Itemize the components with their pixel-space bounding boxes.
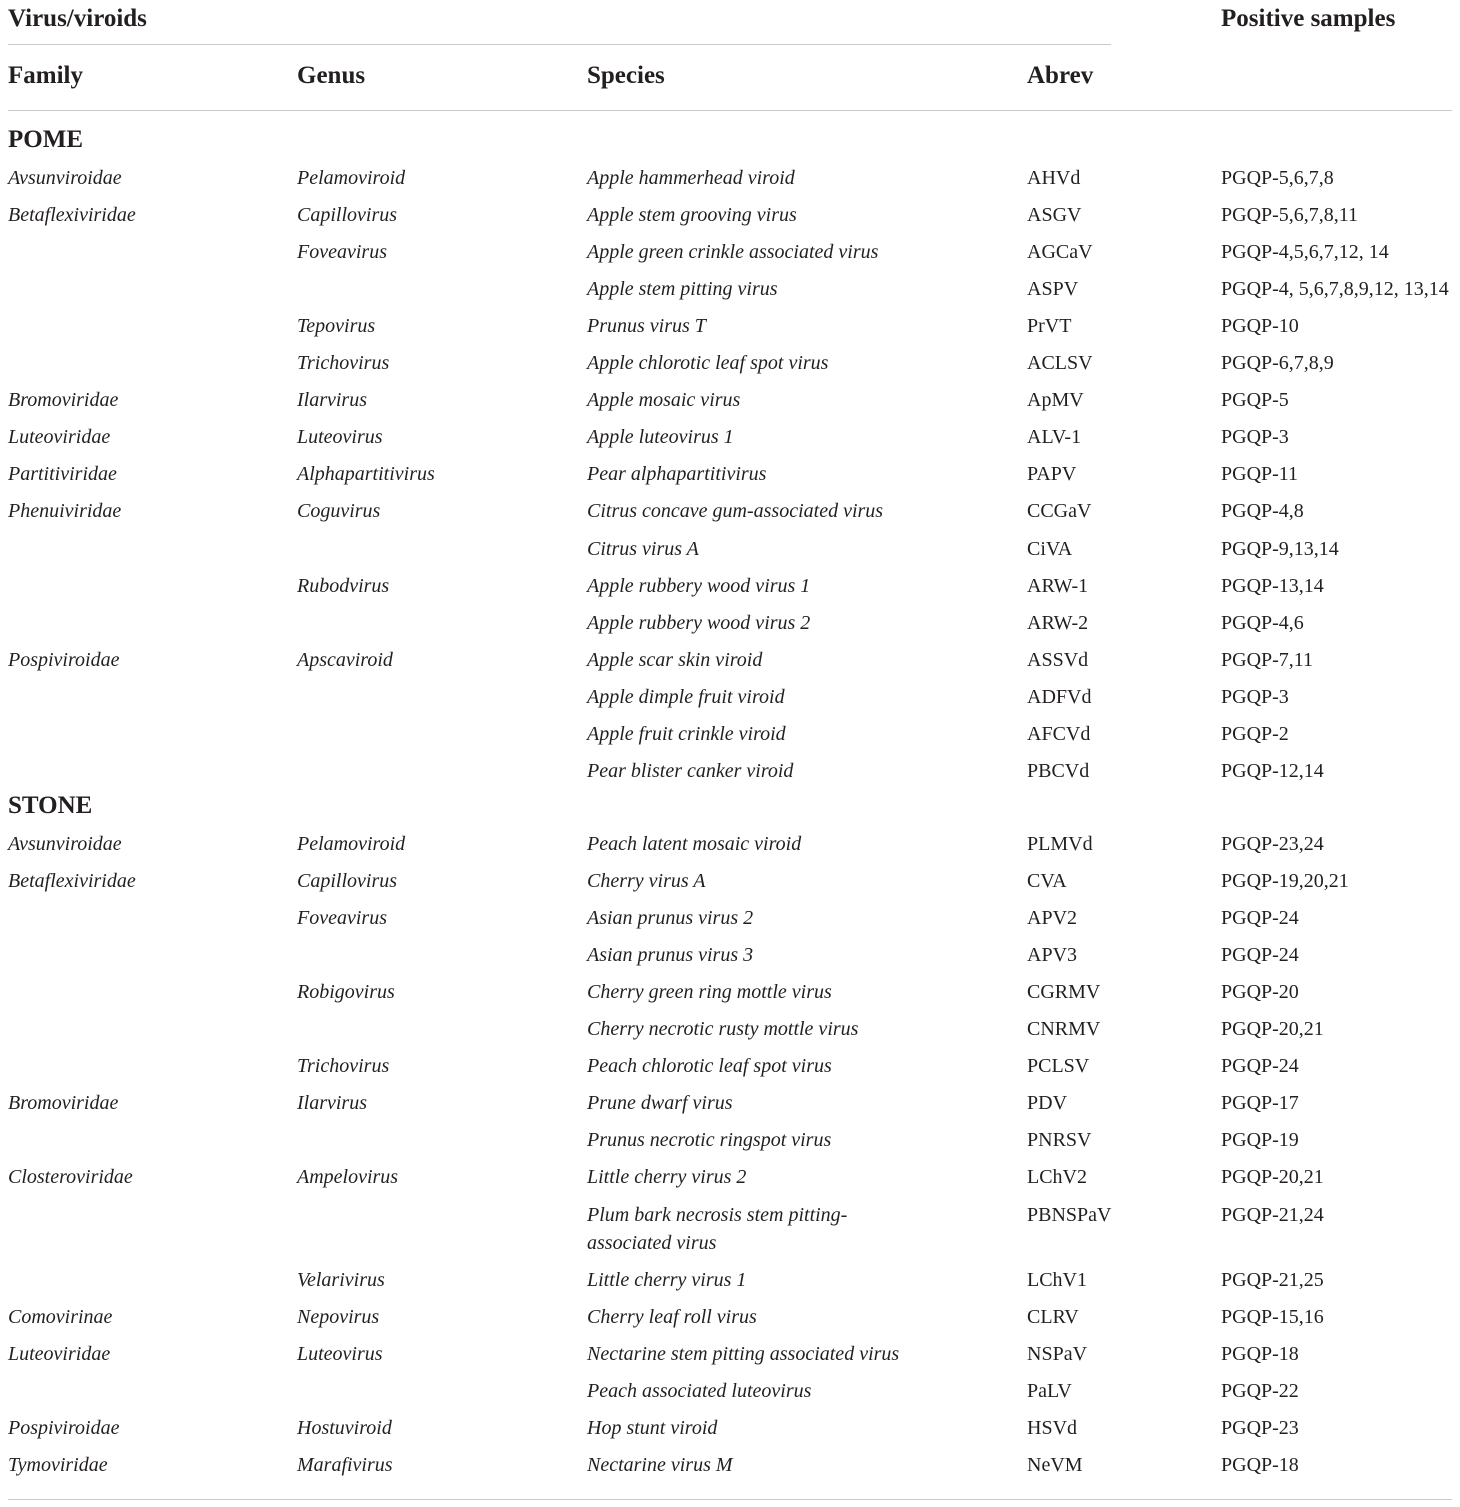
cell-species: Little cherry virus 2 xyxy=(587,1166,747,1189)
cell-genus: Luteovirus xyxy=(297,1342,383,1365)
cell-abrev: PrVT xyxy=(1027,315,1072,338)
cell-samples: PGQP-2 xyxy=(1221,722,1289,745)
cell-abrev: CNRMV xyxy=(1027,1018,1101,1041)
cell-samples: PGQP-4,8 xyxy=(1221,500,1304,523)
cell-genus: Ampelovirus xyxy=(297,1166,399,1189)
cell-genus: Hostuviroid xyxy=(297,1416,392,1439)
cell-family: Avsunviroidae xyxy=(8,167,122,189)
cell-samples: PGQP-10 xyxy=(1221,315,1299,338)
cell-samples: PGQP-20,21 xyxy=(1221,1166,1324,1189)
cell-abrev: ASSVd xyxy=(1027,648,1089,671)
cell-species: Prune dwarf virus xyxy=(587,1092,733,1115)
cell-genus: Capillovirus xyxy=(297,870,398,893)
cell-species: Asian prunus virus 2 xyxy=(587,907,754,930)
cell-samples: PGQP-24 xyxy=(1221,907,1299,930)
cell-abrev: PDV xyxy=(1027,1092,1068,1115)
cell-genus: Ilarvirus xyxy=(297,389,367,412)
cell-species: Plum bark necrosis stem pitting- xyxy=(587,1203,848,1226)
cell-abrev: PBCVd xyxy=(1027,759,1090,782)
cell-species: Hop stunt viroid xyxy=(587,1416,718,1439)
cell-species: Apple stem grooving virus xyxy=(587,204,797,227)
cell-species: Apple hammerhead viroid xyxy=(587,167,795,189)
cell-family: Luteoviridae xyxy=(8,426,111,449)
cell-genus: Ilarvirus xyxy=(297,1092,367,1115)
cell-species: Peach chlorotic leaf spot virus xyxy=(587,1055,832,1078)
cell-samples: PGQP-11 xyxy=(1221,463,1299,486)
cell-species: Cherry green ring mottle virus xyxy=(587,981,832,1004)
cell-abrev: NSPaV xyxy=(1027,1342,1088,1365)
cell-abrev: CLRV xyxy=(1027,1305,1079,1328)
cell-species: Citrus virus A xyxy=(587,537,699,560)
cell-species: Apple chlorotic leaf spot virus xyxy=(587,352,829,375)
section-heading-pome: POME xyxy=(8,126,83,153)
cell-abrev: NeVM xyxy=(1027,1453,1083,1476)
cell-samples: PGQP-20,21 xyxy=(1221,1018,1324,1041)
cell-family: Avsunviroidae xyxy=(8,833,122,855)
cell-family: Luteoviridae xyxy=(8,1342,111,1365)
cell-abrev: ApMV xyxy=(1027,389,1084,412)
cell-species: Asian prunus virus 3 xyxy=(587,944,754,967)
cell-samples: PGQP-19,20,21 xyxy=(1221,870,1349,893)
cell-samples: PGQP-21,25 xyxy=(1221,1268,1324,1291)
cell-family: Phenuiviridae xyxy=(8,500,122,523)
header-abrev: Abrev xyxy=(1027,62,1094,89)
cell-abrev: AFCVd xyxy=(1027,722,1091,745)
cell-abrev: PCLSV xyxy=(1027,1055,1090,1078)
cell-species: Apple fruit crinkle viroid xyxy=(587,722,786,745)
cell-abrev: ACLSV xyxy=(1027,352,1093,375)
cell-samples: PGQP-18 xyxy=(1221,1342,1299,1365)
cell-abrev: CGRMV xyxy=(1027,981,1101,1004)
header-species: Species xyxy=(587,62,665,89)
cell-species: Citrus concave gum-associated virus xyxy=(587,500,884,523)
cell-samples: PGQP-7,11 xyxy=(1221,648,1314,671)
cell-abrev: ARW-1 xyxy=(1027,574,1089,597)
cell-abrev: ADFVd xyxy=(1027,685,1092,708)
cell-abrev: CiVA xyxy=(1027,537,1073,560)
cell-samples: PGQP-5,6,7,8 xyxy=(1221,167,1334,189)
cell-samples: PGQP-6,7,8,9 xyxy=(1221,352,1334,375)
cell-genus: Luteovirus xyxy=(297,426,383,449)
cell-family: Betaflexiviridae xyxy=(8,204,136,227)
cell-abrev: LChV2 xyxy=(1027,1166,1087,1189)
cell-species: Little cherry virus 1 xyxy=(587,1268,747,1291)
cell-samples: PGQP-3 xyxy=(1221,426,1289,449)
cell-species: Apple scar skin viroid xyxy=(587,648,763,671)
cell-species: Cherry virus A xyxy=(587,870,706,893)
cell-abrev: PaLV xyxy=(1027,1379,1072,1402)
cell-abrev: CVA xyxy=(1027,870,1067,893)
cell-species: Prunus necrotic ringspot virus xyxy=(587,1129,832,1152)
cell-species: Apple rubbery wood virus 2 xyxy=(587,611,811,634)
cell-abrev: ARW-2 xyxy=(1027,611,1089,634)
cell-abrev: APV3 xyxy=(1027,944,1078,967)
cell-family: Bromoviridae xyxy=(8,389,119,412)
cell-species: Apple rubbery wood virus 1 xyxy=(587,574,811,597)
cell-family: Pospiviroidae xyxy=(8,648,120,671)
table-bottom-rule xyxy=(8,1499,1452,1500)
cell-genus: Trichovirus xyxy=(297,352,390,375)
cell-abrev: AHVd xyxy=(1027,167,1081,189)
header-family: Family xyxy=(8,62,83,89)
cell-species: Cherry leaf roll virus xyxy=(587,1305,757,1328)
cell-samples: PGQP-5,6,7,8,11 xyxy=(1221,204,1359,227)
cell-family: Bromoviridae xyxy=(8,1092,119,1115)
cell-samples: PGQP-24 xyxy=(1221,944,1299,967)
section-heading-stone: STONE xyxy=(8,792,93,819)
header-genus: Genus xyxy=(297,62,366,89)
cell-genus: Rubodvirus xyxy=(297,574,390,597)
cell-species: Nectarine stem pitting associated virus xyxy=(587,1342,900,1365)
header-group-rule xyxy=(8,44,1111,45)
cell-samples: PGQP-5 xyxy=(1221,389,1289,412)
cell-abrev: PAPV xyxy=(1027,463,1077,486)
cell-samples: PGQP-18 xyxy=(1221,1453,1299,1476)
cell-abrev: LChV1 xyxy=(1027,1268,1087,1291)
cell-genus: Alphapartitivirus xyxy=(297,463,435,486)
cell-genus: Velarivirus xyxy=(297,1268,385,1291)
cell-genus: Tepovirus xyxy=(297,315,376,338)
cell-samples: PGQP-15,16 xyxy=(1221,1305,1324,1328)
cell-species: Peach associated luteovirus xyxy=(587,1379,812,1402)
cell-family: Tymoviridae xyxy=(8,1453,108,1476)
cell-family: Betaflexiviridae xyxy=(8,870,136,893)
cell-species-continued: associated virus xyxy=(587,1231,717,1254)
cell-abrev: AGCaV xyxy=(1027,241,1093,264)
cell-genus: Robigovirus xyxy=(297,981,395,1004)
cell-species: Apple luteovirus 1 xyxy=(587,426,734,449)
cell-family: Comovirinae xyxy=(8,1305,113,1328)
cell-family: Partitiviridae xyxy=(8,463,117,486)
cell-abrev: PBNSPaV xyxy=(1027,1203,1112,1226)
cell-samples: PGQP-13,14 xyxy=(1221,574,1324,597)
cell-abrev: CCGaV xyxy=(1027,500,1092,523)
header-virus-viroids: Virus/viroids xyxy=(8,5,147,32)
cell-samples: PGQP-21,24 xyxy=(1221,1203,1324,1226)
cell-samples: PGQP-9,13,14 xyxy=(1221,537,1339,560)
cell-family: Closteroviridae xyxy=(8,1166,133,1189)
cell-family: Pospiviroidae xyxy=(8,1416,120,1439)
cell-samples: PGQP-4,5,6,7,12, 14 xyxy=(1221,241,1389,264)
cell-abrev: ALV-1 xyxy=(1027,426,1082,449)
cell-species: Cherry necrotic rusty mottle virus xyxy=(587,1018,859,1041)
cell-samples: PGQP-23 xyxy=(1221,1416,1299,1439)
cell-genus: Coguvirus xyxy=(297,500,381,523)
cell-abrev: ASGV xyxy=(1027,204,1082,227)
cell-genus: Apscaviroid xyxy=(297,648,393,671)
cell-genus: Trichovirus xyxy=(297,1055,390,1078)
cell-species: Apple dimple fruit viroid xyxy=(587,685,785,708)
cell-samples: PGQP-23,24 xyxy=(1221,833,1324,855)
cell-genus: Pelamoviroid xyxy=(297,167,406,189)
header-positive-samples: Positive samples xyxy=(1221,5,1396,32)
cell-species: Apple green crinkle associated virus xyxy=(587,241,879,264)
cell-species: Peach latent mosaic viroid xyxy=(587,833,802,855)
cell-abrev: HSVd xyxy=(1027,1416,1078,1439)
cell-abrev: APV2 xyxy=(1027,907,1078,930)
cell-genus: Pelamoviroid xyxy=(297,833,406,855)
cell-abrev: PNRSV xyxy=(1027,1129,1092,1152)
cell-species: Nectarine virus M xyxy=(587,1453,733,1476)
cell-samples: PGQP-4,6 xyxy=(1221,611,1304,634)
header-bottom-rule xyxy=(8,110,1452,111)
cell-samples: PGQP-24 xyxy=(1221,1055,1299,1078)
cell-species: Pear alphapartitivirus xyxy=(587,463,767,486)
cell-abrev: ASPV xyxy=(1027,278,1079,301)
cell-species: Apple mosaic virus xyxy=(587,389,741,412)
cell-samples: PGQP-22 xyxy=(1221,1379,1299,1402)
cell-species: Pear blister canker viroid xyxy=(587,759,794,782)
cell-samples: PGQP-4, 5,6,7,8,9,12, 13,14 xyxy=(1221,278,1449,301)
cell-samples: PGQP-17 xyxy=(1221,1092,1299,1115)
cell-genus: Foveavirus xyxy=(297,907,387,930)
cell-genus: Marafivirus xyxy=(297,1453,393,1476)
cell-genus: Foveavirus xyxy=(297,241,387,264)
cell-samples: PGQP-20 xyxy=(1221,981,1299,1004)
cell-samples: PGQP-3 xyxy=(1221,685,1289,708)
cell-genus: Nepovirus xyxy=(297,1305,380,1328)
cell-species: Prunus virus T xyxy=(587,315,706,338)
cell-samples: PGQP-12,14 xyxy=(1221,759,1324,782)
cell-genus: Capillovirus xyxy=(297,204,398,227)
cell-abrev: PLMVd xyxy=(1027,833,1093,855)
cell-species: Apple stem pitting virus xyxy=(587,278,778,301)
cell-samples: PGQP-19 xyxy=(1221,1129,1299,1152)
